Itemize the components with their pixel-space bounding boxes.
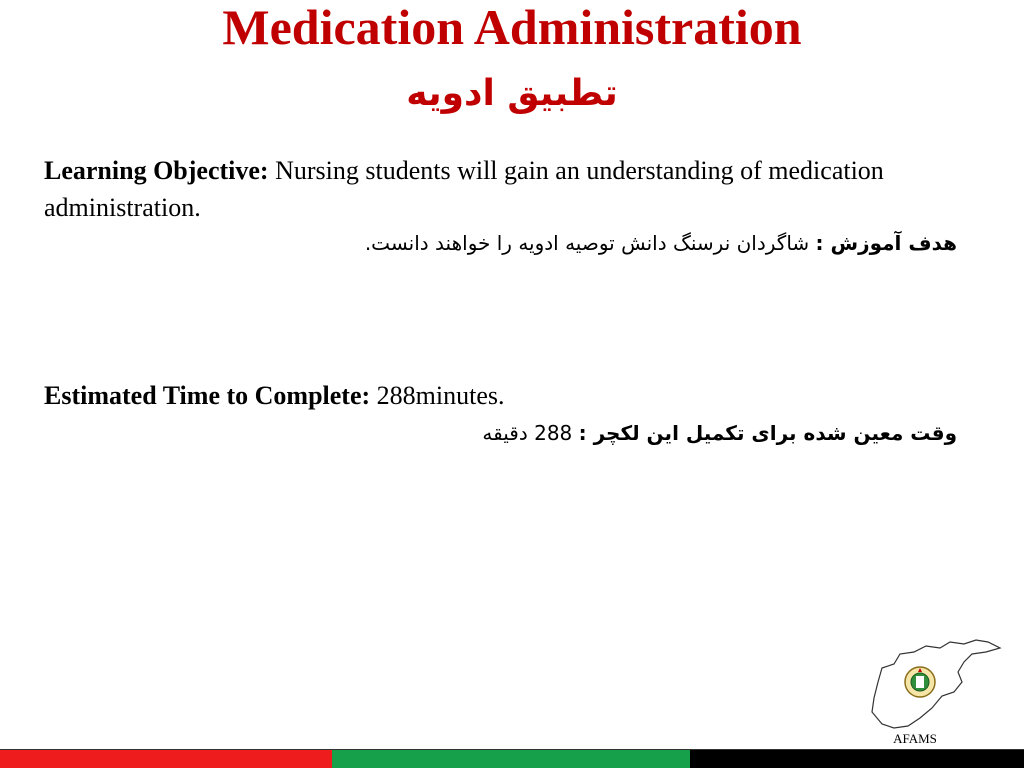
footer-bar-red (0, 750, 332, 768)
estimated-time-dari-text: 288 دقیقه (482, 421, 579, 445)
learning-objective (44, 152, 964, 226)
slide-title-dari: تطبیق ادویه (406, 73, 618, 114)
afams-label: AFAMS (893, 731, 937, 746)
afghanistan-map-emblem-icon (868, 638, 1002, 732)
estimated-time (44, 377, 964, 414)
estimated-time-text: 288minutes. (370, 381, 505, 410)
estimated-time-dari-label: وقت معین شده برای تکمیل این لکچر : (578, 421, 957, 445)
learning-objective-text: Nursing students will gain an understanding of medication administration. (44, 156, 884, 222)
slide-title: Medication Administration (222, 0, 802, 55)
estimated-time-dari (57, 418, 957, 448)
learning-objective-dari-text: شاگردان نرسنگ دانش توصیه ادویه را خواهند دانست. (364, 231, 816, 255)
learning-objective-dari-label: هدف آموزش : (815, 231, 957, 255)
learning-objective-dari (57, 228, 957, 258)
estimated-time-label: Estimated Time to Complete: (44, 381, 371, 410)
footer-bar-black (690, 750, 1024, 768)
learning-objective-label: Learning Objective: (44, 156, 269, 185)
footer-bar-green (332, 750, 690, 768)
